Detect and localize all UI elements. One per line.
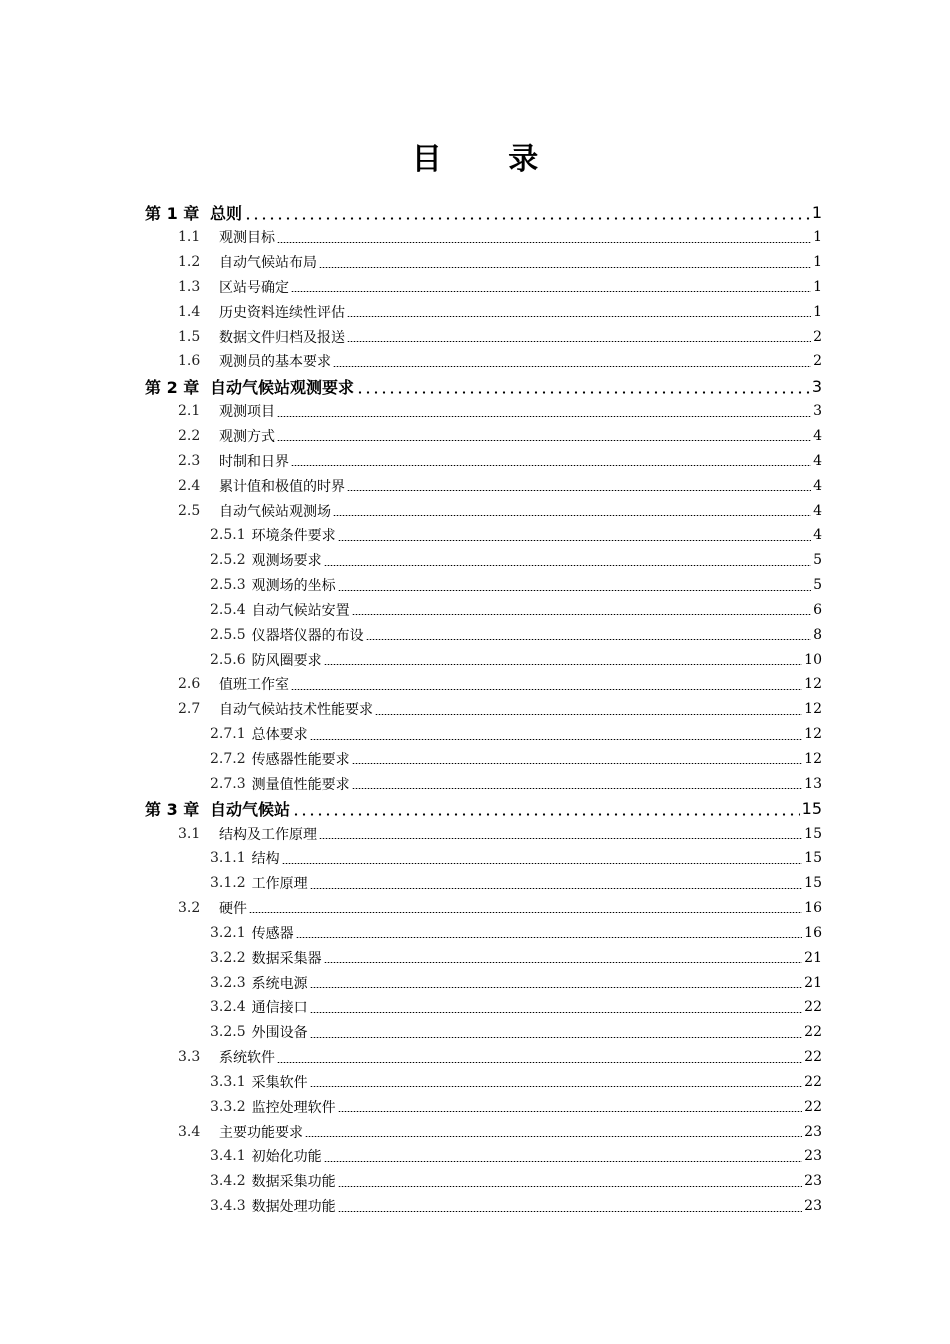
toc-entry-number: 3.4.3 bbox=[210, 1198, 246, 1215]
dot-leader bbox=[296, 937, 803, 938]
dot-leader bbox=[338, 1186, 803, 1187]
toc-entry[interactable] bbox=[0, 796, 822, 821]
toc-entry-title: 累计值和极值的时界 bbox=[219, 478, 345, 495]
dot-leader bbox=[324, 664, 803, 665]
toc-entry[interactable] bbox=[0, 672, 822, 697]
toc-entry-title: 硬件 bbox=[219, 901, 247, 918]
toc-entry-number: 3.2.3 bbox=[210, 974, 246, 991]
dot-leader bbox=[310, 739, 803, 740]
toc-entry-number: 2.5.4 bbox=[210, 601, 246, 618]
toc-entry[interactable] bbox=[0, 448, 822, 473]
toc-entry[interactable] bbox=[0, 722, 822, 747]
toc-entry-page-number: 22 bbox=[804, 999, 822, 1016]
toc-entry-page-number: 12 bbox=[804, 726, 822, 743]
dot-leader bbox=[277, 242, 811, 243]
toc-entry-number: 2.6 bbox=[178, 676, 201, 693]
toc-entry[interactable] bbox=[0, 1194, 822, 1219]
toc-entry-number: 第 1 章 bbox=[145, 203, 200, 223]
toc-entry[interactable] bbox=[0, 920, 822, 945]
dot-leader bbox=[277, 1062, 802, 1063]
toc-entry-number: 3.3.2 bbox=[210, 1098, 246, 1115]
toc-entry[interactable] bbox=[0, 747, 822, 772]
toc-entry[interactable] bbox=[0, 945, 822, 970]
dot-leader bbox=[310, 987, 803, 988]
toc-entry[interactable] bbox=[0, 1020, 822, 1045]
toc-entry[interactable] bbox=[0, 275, 822, 300]
dot-leader bbox=[333, 366, 811, 367]
toc-entry-title: 自动气候站安置 bbox=[251, 602, 350, 619]
toc-entry[interactable] bbox=[0, 349, 822, 374]
toc-entry-page-number: 4 bbox=[813, 477, 822, 494]
toc-entry-title: 系统软件 bbox=[219, 1050, 275, 1067]
toc-entry[interactable] bbox=[0, 374, 822, 399]
toc-entry-number: 3.2.2 bbox=[210, 949, 246, 966]
toc-entry-number: 2.7.2 bbox=[210, 750, 246, 767]
toc-entry-number: 1.1 bbox=[178, 229, 201, 246]
toc-entry-page-number: 21 bbox=[804, 949, 822, 966]
toc-entry-page-number: 4 bbox=[813, 502, 822, 519]
dot-leader bbox=[319, 267, 811, 268]
toc-entry-number: 1.3 bbox=[178, 278, 201, 295]
toc-entry-page-number: 1 bbox=[811, 202, 822, 222]
dot-leader bbox=[375, 714, 802, 715]
toc-entry-title: 值班工作室 bbox=[219, 677, 289, 694]
dot-leader bbox=[282, 863, 803, 864]
toc-entry-number: 2.5.3 bbox=[210, 577, 246, 594]
toc-entry[interactable] bbox=[0, 399, 822, 424]
toc-entry-number: 1.6 bbox=[178, 353, 201, 370]
toc-entry-title: 总体要求 bbox=[251, 727, 308, 744]
toc-entry-number: 2.3 bbox=[178, 452, 201, 469]
toc-entry-title: 观测场要求 bbox=[251, 553, 322, 570]
toc-entry-title: 总则 bbox=[210, 203, 243, 223]
toc-entry[interactable] bbox=[0, 324, 822, 349]
toc-entry-page-number: 23 bbox=[804, 1148, 822, 1165]
toc-entry[interactable] bbox=[0, 1094, 822, 1119]
toc-entry-number: 2.7.1 bbox=[210, 726, 246, 743]
toc-entry-number: 2.1 bbox=[178, 403, 201, 420]
toc-entry-title: 结构及工作原理 bbox=[219, 826, 317, 843]
toc-entry-number: 2.2 bbox=[178, 428, 201, 445]
toc-entry[interactable] bbox=[0, 250, 822, 275]
toc-entry-number: 2.5 bbox=[178, 502, 201, 519]
toc-entry-page-number: 16 bbox=[804, 900, 822, 917]
dot-leader bbox=[310, 1086, 803, 1087]
toc-entry-title: 传感器性能要求 bbox=[251, 751, 350, 768]
dot-leader bbox=[324, 565, 811, 566]
toc-entry-page-number: 4 bbox=[813, 527, 822, 544]
toc-entry-page-number: 12 bbox=[804, 750, 822, 767]
toc-entry-title: 自动气候站技术性能要求 bbox=[219, 702, 373, 719]
toc-entry[interactable] bbox=[0, 970, 822, 995]
toc-entry-page-number: 16 bbox=[804, 924, 822, 941]
toc-entry-number: 3.1 bbox=[178, 825, 201, 842]
toc-entry-number: 3.3.1 bbox=[210, 1073, 246, 1090]
toc-entry-page-number: 5 bbox=[813, 552, 822, 569]
dot-leader bbox=[338, 540, 811, 541]
toc-entry[interactable] bbox=[0, 622, 822, 647]
toc-entry[interactable] bbox=[0, 573, 822, 598]
toc-entry[interactable] bbox=[0, 1169, 822, 1194]
toc-entry-number: 3.2.1 bbox=[210, 924, 246, 941]
toc-entry-title: 历史资料连续性评估 bbox=[219, 304, 345, 321]
toc-entry[interactable] bbox=[0, 821, 822, 846]
toc-entry-number: 1.5 bbox=[178, 328, 201, 345]
toc-entry[interactable] bbox=[0, 697, 822, 722]
toc-entry[interactable] bbox=[0, 473, 822, 498]
toc-entry-title: 工作原理 bbox=[251, 876, 308, 893]
dot-leader bbox=[352, 763, 803, 764]
toc-entry-title: 自动气候站观测要求 bbox=[210, 377, 355, 397]
toc-entry-number: 2.7.3 bbox=[210, 775, 246, 792]
toc-entry[interactable] bbox=[0, 598, 822, 623]
toc-entry-title: 采集软件 bbox=[251, 1074, 308, 1091]
dot-leader bbox=[352, 614, 811, 615]
toc-entry-number: 第 2 章 bbox=[145, 377, 200, 397]
toc-entry-page-number: 22 bbox=[804, 1049, 822, 1066]
toc-entry-number: 3.4.1 bbox=[210, 1148, 246, 1165]
toc-entry[interactable] bbox=[0, 1144, 822, 1169]
toc-entry[interactable] bbox=[0, 871, 822, 896]
dot-leader bbox=[338, 590, 811, 591]
toc-entry-number: 2.7 bbox=[178, 701, 201, 718]
toc-entry-title: 防风圈要求 bbox=[251, 652, 322, 669]
toc-entry[interactable] bbox=[0, 299, 822, 324]
toc-entry[interactable] bbox=[0, 548, 822, 573]
toc-entry-title: 传感器 bbox=[251, 925, 294, 942]
dot-leader bbox=[324, 1161, 803, 1162]
toc-entry-title: 环境条件要求 bbox=[251, 528, 336, 545]
toc-entry-title: 时制和日界 bbox=[219, 453, 289, 470]
toc-entry[interactable] bbox=[0, 1045, 822, 1070]
toc-entry-title: 区站号确定 bbox=[219, 279, 289, 296]
toc-entry-page-number: 23 bbox=[804, 1173, 822, 1190]
dot-leader bbox=[347, 490, 811, 491]
dot-leader bbox=[291, 465, 811, 466]
toc-entry-title: 数据文件归档及报送 bbox=[219, 329, 345, 346]
page-title: 目 录 bbox=[411, 142, 567, 177]
toc-entry-number: 第 3 章 bbox=[145, 800, 200, 820]
toc-entry-title: 自动气候站 bbox=[210, 800, 291, 820]
toc-entry-title: 测量值性能要求 bbox=[251, 776, 350, 793]
toc-entry-page-number: 15 bbox=[804, 825, 822, 842]
toc-entry-page-number: 1 bbox=[813, 254, 822, 271]
table-of-contents bbox=[0, 200, 950, 1219]
toc-entry-title: 监控处理软件 bbox=[251, 1099, 336, 1116]
toc-entry[interactable] bbox=[0, 424, 822, 449]
toc-entry-title: 自动气候站布局 bbox=[219, 255, 317, 272]
toc-entry-page-number: 22 bbox=[804, 1024, 822, 1041]
dot-leader bbox=[305, 1136, 802, 1137]
toc-entry-number: 1.4 bbox=[178, 303, 201, 320]
toc-entry-title: 自动气候站观测场 bbox=[219, 503, 331, 520]
dot-leader bbox=[366, 639, 811, 640]
toc-entry-page-number: 2 bbox=[813, 353, 822, 370]
toc-entry[interactable] bbox=[0, 771, 822, 796]
toc-entry-number: 2.5.2 bbox=[210, 552, 246, 569]
toc-entry-page-number: 23 bbox=[804, 1198, 822, 1215]
toc-entry-number: 3.1.1 bbox=[210, 850, 246, 867]
toc-entry-title: 主要功能要求 bbox=[219, 1124, 303, 1141]
toc-entry-page-number: 15 bbox=[804, 850, 822, 867]
toc-entry-title: 观测目标 bbox=[219, 230, 275, 247]
toc-entry-page-number: 22 bbox=[804, 1073, 822, 1090]
dot-leader bbox=[277, 440, 811, 441]
toc-entry[interactable] bbox=[0, 995, 822, 1020]
toc-entry-title: 系统电源 bbox=[251, 975, 308, 992]
toc-entry-number: 3.4.2 bbox=[210, 1173, 246, 1190]
toc-entry-page-number: 15 bbox=[804, 875, 822, 892]
dot-leader bbox=[292, 813, 800, 816]
toc-entry-page-number: 4 bbox=[813, 428, 822, 445]
toc-entry[interactable] bbox=[0, 1119, 822, 1144]
toc-entry-page-number: 12 bbox=[804, 701, 822, 718]
toc-entry-page-number: 13 bbox=[804, 775, 822, 792]
toc-entry-page-number: 4 bbox=[813, 452, 822, 469]
toc-entry-title: 外围设备 bbox=[251, 1025, 308, 1042]
toc-entry-number: 3.1.2 bbox=[210, 875, 246, 892]
dot-leader bbox=[310, 1012, 803, 1013]
dot-leader bbox=[352, 788, 803, 789]
toc-entry-number: 3.2.5 bbox=[210, 1024, 246, 1041]
toc-entry-number: 3.2.4 bbox=[210, 999, 246, 1016]
toc-entry[interactable] bbox=[0, 896, 822, 921]
toc-entry-page-number: 5 bbox=[813, 577, 822, 594]
toc-entry-number: 3.2 bbox=[178, 900, 201, 917]
toc-entry-page-number: 3 bbox=[813, 403, 822, 420]
dot-leader bbox=[319, 838, 802, 839]
dot-leader bbox=[347, 316, 811, 317]
toc-entry-page-number: 1 bbox=[813, 229, 822, 246]
toc-entry-page-number: 15 bbox=[801, 799, 822, 819]
dot-leader bbox=[249, 912, 802, 913]
toc-entry-page-number: 6 bbox=[813, 601, 822, 618]
toc-entry-page-number: 8 bbox=[813, 626, 822, 643]
toc-entry-title: 通信接口 bbox=[251, 1000, 308, 1017]
toc-entry-number: 1.2 bbox=[178, 254, 201, 271]
toc-entry-title: 结构 bbox=[251, 851, 280, 868]
toc-entry-page-number: 12 bbox=[804, 676, 822, 693]
toc-entry-number: 3.4 bbox=[178, 1123, 201, 1140]
toc-entry-title: 数据采集器 bbox=[251, 950, 322, 967]
toc-entry-title: 观测员的基本要求 bbox=[219, 354, 331, 371]
toc-entry-title: 观测项目 bbox=[219, 404, 275, 421]
toc-entry-number: 2.5.1 bbox=[210, 527, 246, 544]
dot-leader bbox=[324, 962, 803, 963]
toc-entry[interactable] bbox=[0, 647, 822, 672]
toc-entry[interactable] bbox=[0, 225, 822, 250]
toc-entry-title: 观测场的坐标 bbox=[251, 578, 336, 595]
toc-entry-page-number: 1 bbox=[813, 303, 822, 320]
dot-leader bbox=[338, 1111, 803, 1112]
toc-entry-number: 2.4 bbox=[178, 477, 201, 494]
dot-leader bbox=[291, 291, 811, 292]
dot-leader bbox=[347, 341, 811, 342]
toc-entry[interactable] bbox=[0, 523, 822, 548]
toc-entry-title: 数据处理功能 bbox=[251, 1199, 336, 1216]
toc-entry-number: 2.5.6 bbox=[210, 651, 246, 668]
toc-entry-title: 数据采集功能 bbox=[251, 1174, 336, 1191]
toc-entry-number: 2.5.5 bbox=[210, 626, 246, 643]
dot-leader bbox=[277, 416, 811, 417]
toc-entry-page-number: 22 bbox=[804, 1098, 822, 1115]
toc-entry[interactable] bbox=[0, 498, 822, 523]
dot-leader bbox=[338, 1211, 803, 1212]
toc-entry-page-number: 10 bbox=[804, 651, 822, 668]
toc-entry-title: 观测方式 bbox=[219, 429, 275, 446]
dot-leader bbox=[310, 1037, 803, 1038]
toc-entry-title: 初始化功能 bbox=[251, 1149, 322, 1166]
toc-entry-title: 仪器塔仪器的布设 bbox=[251, 627, 364, 644]
dot-leader bbox=[333, 515, 811, 516]
toc-entry-page-number: 2 bbox=[813, 328, 822, 345]
toc-entry-page-number: 21 bbox=[804, 974, 822, 991]
dot-leader bbox=[356, 391, 810, 394]
toc-entry-page-number: 1 bbox=[813, 278, 822, 295]
toc-entry[interactable] bbox=[0, 1070, 822, 1095]
toc-entry[interactable] bbox=[0, 200, 822, 225]
dot-leader bbox=[291, 689, 802, 690]
toc-entry[interactable] bbox=[0, 846, 822, 871]
dot-leader bbox=[244, 217, 810, 220]
dot-leader bbox=[310, 888, 803, 889]
toc-entry-page-number: 23 bbox=[804, 1123, 822, 1140]
toc-entry-number: 3.3 bbox=[178, 1049, 201, 1066]
toc-entry-page-number: 3 bbox=[811, 376, 822, 396]
